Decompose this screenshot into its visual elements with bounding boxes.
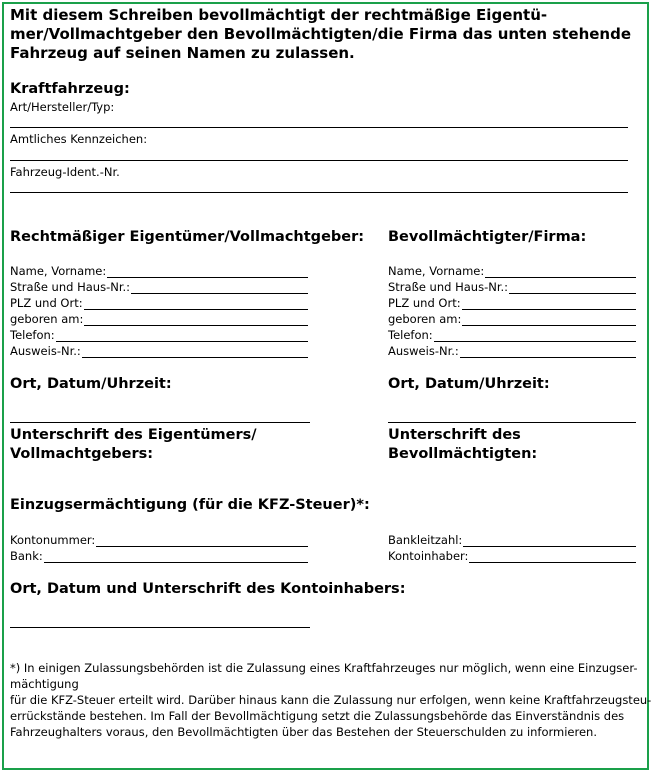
owner-name-label: Name, Vorname: (10, 264, 107, 278)
intro-line: Fahrzeug auf seinen Namen zu zulassen. (10, 44, 355, 62)
bank-row[interactable] (10, 547, 308, 563)
agent-phone-row[interactable] (388, 326, 636, 342)
agent-phone-field[interactable] (434, 330, 636, 342)
footnote-line: errückstände bestehen. Im Fall der Bevollmächtigung setzt die Zulassungsbehörde das Einverständnis des (10, 709, 625, 723)
account-holder-label: Kontoinhaber: (388, 549, 469, 563)
footnote-line: Fahrzeughalters voraus, den Bevollmächtigten über das Bestehen der Steuerschulden zu informieren. (10, 725, 597, 739)
bank-code-field[interactable] (463, 535, 636, 547)
owner-fields (10, 262, 308, 358)
account-holder-signature-field[interactable] (10, 627, 310, 628)
account-number-row[interactable] (10, 531, 308, 547)
license-plate-field[interactable] (10, 160, 628, 161)
agent-name-field[interactable] (485, 266, 636, 278)
agent-name-label: Name, Vorname: (388, 264, 485, 278)
intro-text (10, 6, 631, 63)
agent-city-label: PLZ und Ort: (388, 296, 461, 310)
agent-street-label: Straße und Haus-Nr.: (388, 280, 509, 294)
vehicle-type-label: Art/Hersteller/Typ: (10, 100, 115, 114)
owner-id-label: Ausweis-Nr.: (10, 344, 81, 358)
owner-id-field[interactable] (82, 346, 308, 358)
owner-heading: Rechtmäßiger Eigentümer/Vollmachtgeber: (10, 229, 365, 245)
agent-id-label: Ausweis-Nr.: (388, 344, 459, 358)
owner-phone-row[interactable] (10, 326, 308, 342)
agent-id-field[interactable] (460, 346, 636, 358)
license-plate-label: Amtliches Kennzeichen: (10, 132, 148, 146)
owner-place-date-heading: Ort, Datum/Uhrzeit: (10, 376, 172, 392)
intro-line: mer/Vollmachtgeber den Bevollmächtigten/die Firma das unten stehende (10, 25, 632, 43)
agent-city-row[interactable] (388, 294, 636, 310)
bank-code-row[interactable] (388, 531, 636, 547)
agent-place-date-field[interactable] (388, 422, 636, 423)
agent-birthdate-row[interactable] (388, 310, 636, 326)
agent-heading: Bevollmächtigter/Firma: (388, 229, 587, 245)
agent-phone-label: Telefon: (388, 328, 433, 342)
owner-signature-heading (10, 426, 257, 464)
owner-birthdate-field[interactable] (84, 314, 308, 326)
agent-street-row[interactable] (388, 278, 636, 294)
owner-city-row[interactable] (10, 294, 308, 310)
debit-left-fields (10, 531, 308, 563)
agent-fields (388, 262, 636, 358)
footnote (10, 660, 651, 740)
bank-field[interactable] (44, 551, 308, 563)
owner-street-field[interactable] (131, 282, 308, 294)
footnote-line: mächtigung (10, 677, 79, 691)
intro-line: Mit diesem Schreiben bevollmächtigt der rechtmäßige Eigentü- (10, 6, 548, 24)
agent-street-field[interactable] (509, 282, 636, 294)
footnote-line: *) In einigen Zulassungsbehörden ist die Zulassung eines Kraftfahrzeuges nur möglich, wenn eine Einzugser- (10, 661, 638, 675)
owner-birthdate-label: geboren am: (10, 312, 84, 326)
agent-name-row[interactable] (388, 262, 636, 278)
owner-name-field[interactable] (107, 266, 308, 278)
account-number-field[interactable] (96, 535, 308, 547)
owner-signature-line: Unterschrift des Eigentümers/ (10, 427, 257, 443)
vehicle-type-field[interactable] (10, 127, 628, 128)
owner-city-field[interactable] (84, 298, 308, 310)
agent-birthdate-field[interactable] (462, 314, 636, 326)
owner-city-label: PLZ und Ort: (10, 296, 83, 310)
owner-phone-label: Telefon: (10, 328, 55, 342)
agent-birthdate-label: geboren am: (388, 312, 462, 326)
owner-signature-line: Vollmachtgebers: (10, 446, 154, 462)
bank-label: Bank: (10, 549, 43, 563)
owner-street-label: Straße und Haus-Nr.: (10, 280, 131, 294)
debit-right-fields (388, 531, 636, 563)
account-number-label: Kontonummer: (10, 533, 96, 547)
debit-heading: Einzugsermächtigung (für die KFZ-Steuer)*: (10, 497, 370, 513)
agent-signature-line: Bevollmächtigten: (388, 446, 538, 462)
owner-place-date-field[interactable] (10, 422, 310, 423)
agent-place-date-heading: Ort, Datum/Uhrzeit: (388, 376, 550, 392)
footnote-line: für die KFZ-Steuer erteilt wird. Darüber hinaus kann die Zulassung nur erfolgen, wenn keine Kraftfahrzeugsteu- (10, 693, 651, 707)
vehicle-heading: Kraftfahrzeug: (10, 81, 130, 97)
account-holder-row[interactable] (388, 547, 636, 563)
agent-city-field[interactable] (462, 298, 636, 310)
agent-signature-heading (388, 426, 537, 464)
owner-birthdate-row[interactable] (10, 310, 308, 326)
owner-street-row[interactable] (10, 278, 308, 294)
owner-phone-field[interactable] (56, 330, 308, 342)
bank-code-label: Bankleitzahl: (388, 533, 463, 547)
vin-field[interactable] (10, 192, 628, 193)
agent-id-row[interactable] (388, 342, 636, 358)
agent-signature-line: Unterschrift des (388, 427, 521, 443)
vin-label: Fahrzeug-Ident.-Nr. (10, 165, 120, 179)
owner-id-row[interactable] (10, 342, 308, 358)
owner-name-row[interactable] (10, 262, 308, 278)
account-holder-signature-heading: Ort, Datum und Unterschrift des Kontoinhabers: (10, 581, 406, 597)
account-holder-field[interactable] (469, 551, 636, 563)
